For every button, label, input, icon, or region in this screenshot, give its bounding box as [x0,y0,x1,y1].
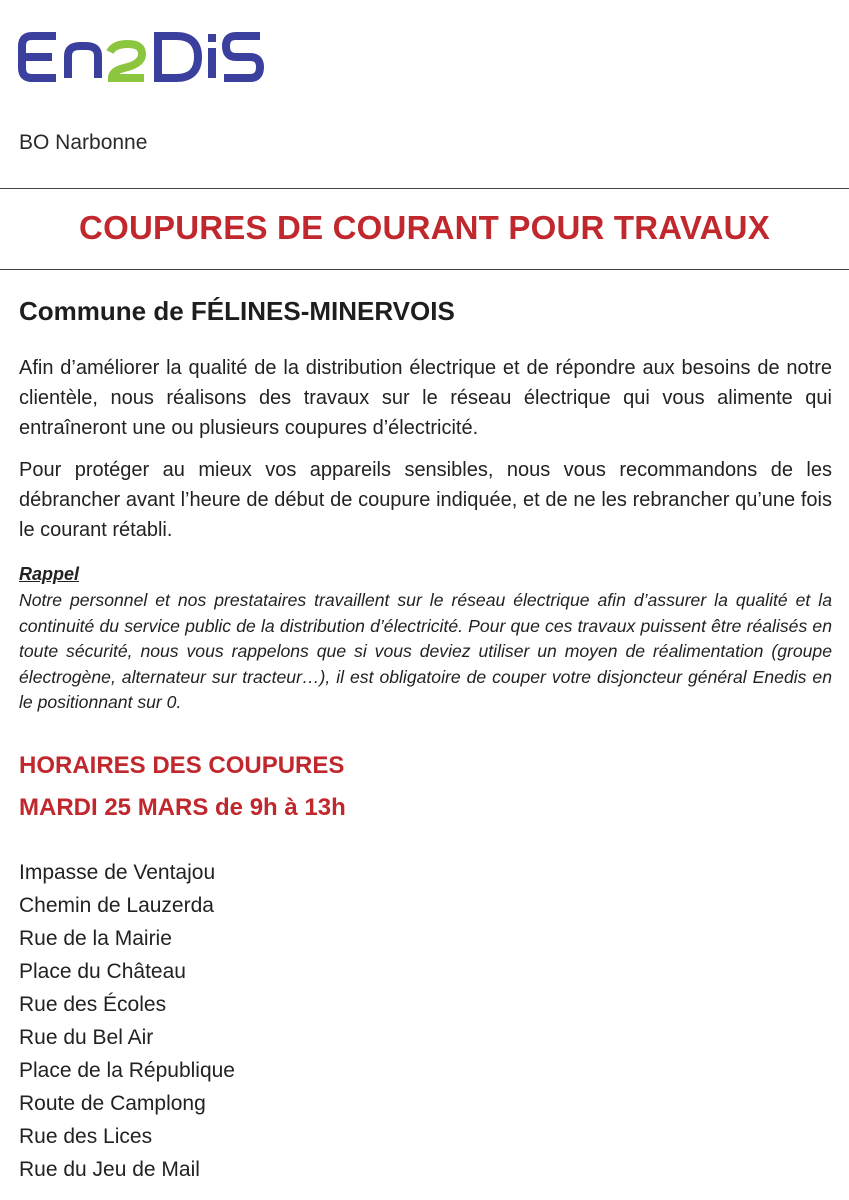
rappel-heading: Rappel [19,564,80,584]
top-divider [0,188,849,189]
bottom-divider [0,269,849,270]
list-item: Rue du Jeu de Mail [19,1158,200,1181]
list-item: Chemin de Lauzerda [19,894,214,917]
street-list [19,856,235,1186]
intro-paragraph-2: Pour protéger au mieux vos appareils sensibles, nous vous recommandons de les débrancher avant l’heure de début de coupure indiquée, et de ne les rebrancher qu’une fois le courant rétabli. [19,459,832,541]
list-item: Place de la République [19,1059,235,1082]
intro-paragraph-1: Afin d’améliorer la qualité de la distribution électrique et de répondre aux besoins de notre clientèle, nous réalisons des travaux sur le réseau électrique qui vous alimente qui entraîneront une ou plusieurs coupures d’électricité. [19,357,832,439]
list-item: Place du Château [19,960,186,983]
schedule-heading: HORAIRES DES COUPURES [19,752,345,779]
list-item: Rue de la Mairie [19,927,172,950]
schedule-date: MARDI 25 MARS de 9h à 13h [19,794,346,821]
commune-title: Commune de FÉLINES-MINERVOIS [19,296,455,326]
list-item: Rue des Écoles [19,993,167,1016]
list-item: Impasse de Ventajou [19,861,216,884]
list-item: Route de Camplong [19,1092,206,1115]
list-item: Rue du Bel Air [19,1026,154,1049]
office-name: BO Narbonne [19,131,148,154]
enedis-logo [18,28,266,86]
page-title: COUPURES DE COURANT POUR TRAVAUX [79,209,770,246]
rappel-text: Notre personnel et nos prestataires travaillent sur le réseau électrique afin d’assurer la qualité et la continuité du service public de la distribution d’électricité. Pour que ces travaux puissent être réalisés en toute sécurité, nous vous rappelons que si vous deviez utiliser un moyen de réalimentation (groupe électrogène, alternateur sur tracteur…), il est obligatoire de couper votre disjoncteur général Enedis en le positionnant sur 0. [19,590,832,712]
list-item: Rue des Lices [19,1125,153,1148]
